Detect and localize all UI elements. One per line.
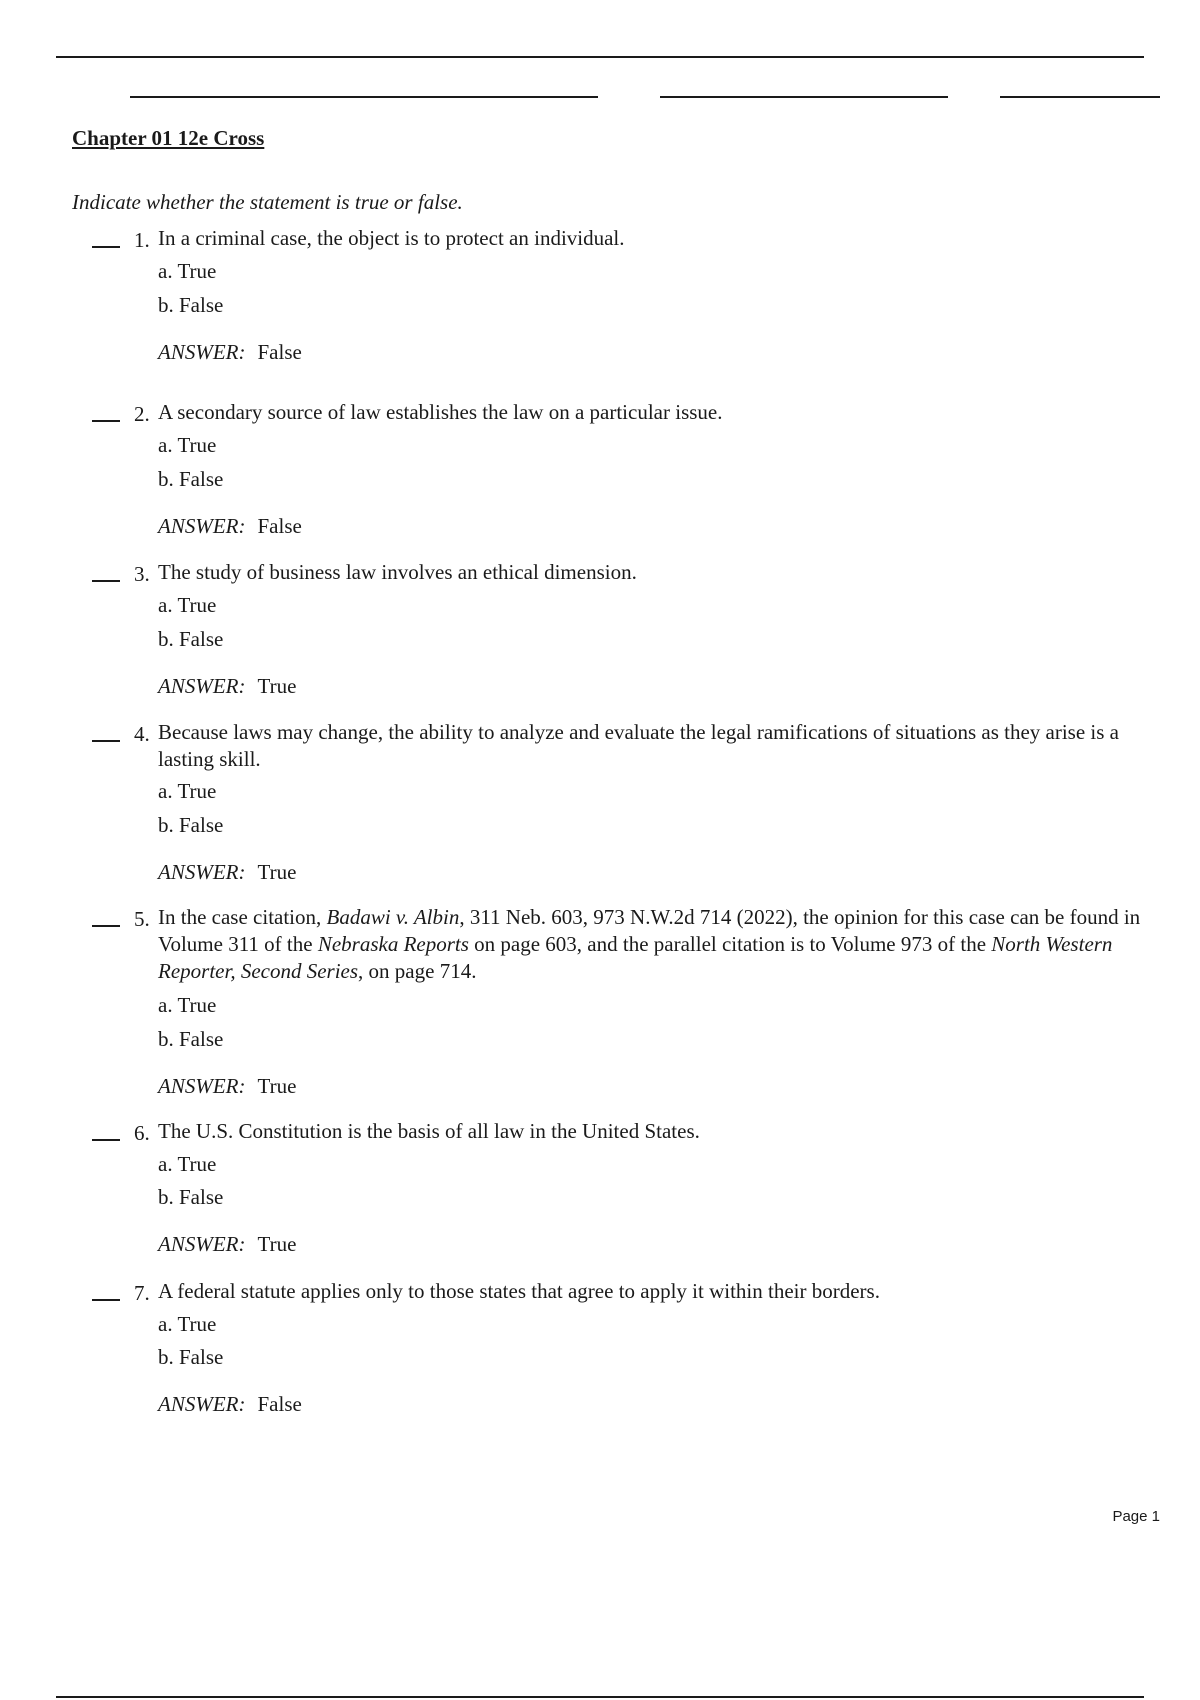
question-text-part: , 311 Neb. 603, 973 N.W.2d 714 (2022), the opinion for this case can be found in Volume 311 of the: [158, 905, 1141, 956]
question-text: In a criminal case, the object is to protect an individual.: [158, 226, 625, 250]
question-number: 6.: [134, 1121, 150, 1145]
page-title: Chapter 01 12e Cross: [72, 126, 265, 150]
answer-blank: [92, 246, 120, 248]
reporter-name: Nebraska Reports: [317, 932, 469, 956]
answer-blank: [92, 420, 120, 422]
answer-blank: [92, 925, 120, 927]
option-a: a. True: [158, 1152, 217, 1176]
answer-label: ANSWER:: [158, 674, 246, 698]
name-blank: [130, 96, 598, 98]
answer-line: [158, 340, 302, 365]
question-text: The study of business law involves an ethical dimension.: [158, 560, 637, 584]
date-blank: [1000, 96, 1160, 98]
answer-value: False: [257, 340, 302, 364]
question-number: 2.: [134, 402, 150, 426]
option-a: a. True: [158, 779, 217, 803]
option-b: b. False: [158, 293, 224, 317]
answer-label: ANSWER:: [158, 1392, 246, 1416]
question-text-part: , on page 714.: [358, 959, 477, 983]
answer-line: [158, 514, 302, 539]
question-number: 3.: [134, 562, 150, 586]
page-number: Page 1: [1112, 1508, 1160, 1525]
question-text: [158, 904, 1158, 985]
answer-value: False: [257, 1392, 302, 1416]
case-name: Badawi v. Albin: [326, 905, 460, 929]
option-a: a. True: [158, 259, 217, 283]
answer-blank: [92, 580, 120, 582]
option-a: a. True: [158, 993, 217, 1017]
class-blank: [660, 96, 948, 98]
question-text: The U.S. Constitution is the basis of all law in the United States.: [158, 1119, 700, 1143]
option-b: b. False: [158, 813, 224, 837]
answer-blank: [92, 1139, 120, 1141]
question-text: A federal statute applies only to those states that agree to apply it within their borders.: [158, 1279, 880, 1303]
answer-line: [158, 860, 296, 885]
answer-value: True: [257, 674, 297, 698]
bottom-rule: [56, 1696, 1144, 1698]
option-b: b. False: [158, 1185, 224, 1209]
top-rule: [56, 56, 1144, 58]
question-number: 7.: [134, 1281, 150, 1305]
question-number: 4.: [134, 722, 150, 746]
answer-label: ANSWER:: [158, 514, 246, 538]
question-text-part: on page 603, and the parallel citation is to Volume 973 of the: [468, 932, 992, 956]
answer-value: False: [257, 514, 302, 538]
answer-label: ANSWER:: [158, 1232, 246, 1256]
question-text: Because laws may change, the ability to analyze and evaluate the legal ramifications of situations as they arise is a lasting skill.: [158, 720, 1119, 771]
answer-line: [158, 674, 296, 699]
question-text: A secondary source of law establishes the law on a particular issue.: [158, 400, 723, 424]
question-text-part: In the case citation,: [158, 905, 327, 929]
answer-label: ANSWER:: [158, 340, 246, 364]
answer-line: [158, 1392, 302, 1417]
reporter-name: North Western Reporter, Second Series: [158, 932, 1113, 983]
option-a: a. True: [158, 1312, 217, 1336]
answer-blank: [92, 740, 120, 742]
answer-line: [158, 1232, 296, 1257]
option-b: b. False: [158, 1345, 224, 1369]
question-number: 5.: [134, 907, 150, 931]
question-number: 1.: [134, 228, 150, 252]
answer-line: [158, 1074, 296, 1099]
answer-value: True: [257, 1232, 297, 1256]
option-b: b. False: [158, 1027, 224, 1051]
instructions: Indicate whether the statement is true or false.: [72, 190, 463, 214]
answer-value: True: [257, 1074, 297, 1098]
answer-label: ANSWER:: [158, 860, 246, 884]
option-a: a. True: [158, 433, 217, 457]
answer-label: ANSWER:: [158, 1074, 246, 1098]
answer-value: True: [257, 860, 297, 884]
option-a: a. True: [158, 593, 217, 617]
option-b: b. False: [158, 467, 224, 491]
option-b: b. False: [158, 627, 224, 651]
answer-blank: [92, 1299, 120, 1301]
